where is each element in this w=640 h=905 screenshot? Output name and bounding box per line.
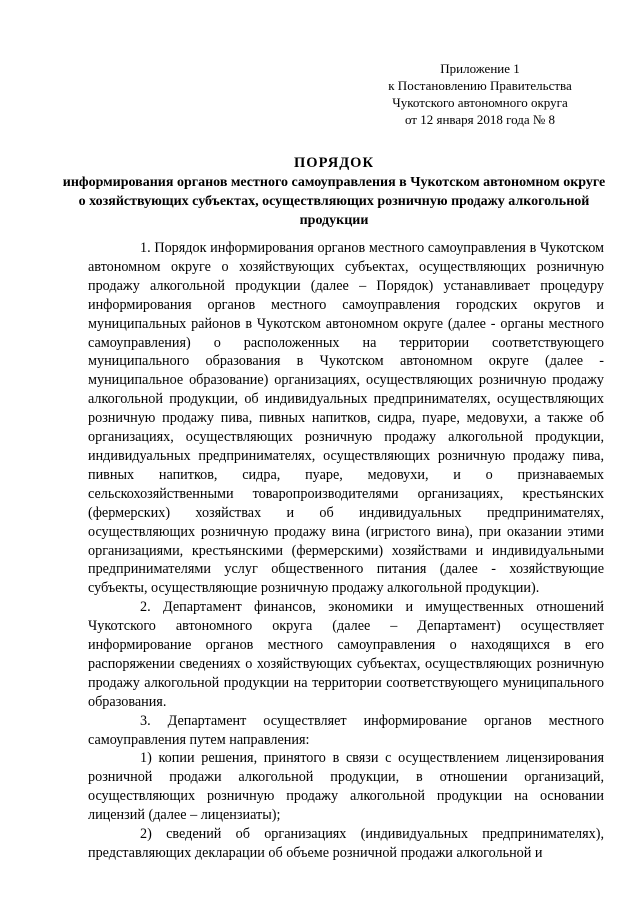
document-title: ПОРЯДОК: [294, 155, 374, 171]
appendix-resolution: к Постановлению Правительства: [388, 78, 572, 93]
appendix-date: от 12 января 2018 года № 8: [404, 112, 556, 127]
paragraph-2: 2. Департамент финансов, экономики и имущественных отношений Чукотского автономного округа (далее – Департамент) осуществляет информирование органов местного самоуправления о находящихся в его распоряжении сведениях о хозяйствующих субъектах, осуществляющих розничную продажу алкогольной продукции на территории соответствующего муниципального образования.: [88, 599, 604, 710]
document-body: [88, 239, 604, 863]
document-title-block: [60, 153, 608, 230]
paragraph-1: 1. Порядок информирования органов местного самоуправления в Чукотском автономном округе о хозяйствующих субъектах, осуществляющих розничную продажу алкогольной продукции (далее – Порядок) устанавливает процедуру информирования органов местного самоуправления городских округов и муниципальных районов в Чукотском автономном округе (далее - органы местного самоуправления) о расположенных на территории соответствующего муниципального образования в Чукотском автономном округе (далее - муниципальное образование) организациях, осуществляющих розничную продажу алкогольной продукции, об индивидуальных предпринимателях, осуществляющих розничную продажу пива, пивных напитков, сидра, пуаре, медовухи, а также об организациях, осуществляющих розничную продажу алкогольной продукции, индивидуальных предпринимателях, осуществляющих розничную продажу пива, пивных напитков, сидра, пуаре, медовухи, и о признаваемых сельскохозяйственными товаропроизводителями организациях, крестьянских (фермерских) хозяйствах и об индивидуальных предпринимателях, осуществляющих розничную продажу вина (игристого вина), при оказании этими организациями, крестьянскими (фермерскими) хозяйствами и индивидуальными предпринимателями услуг общественного питания (далее - хозяйствующие субъекты, осуществляющие розничную продажу алкогольной продукции).: [88, 240, 604, 597]
appendix-label: Приложение 1: [440, 61, 520, 76]
document-subtitle: информирования органов местного самоуправления в Чукотском автономном округе о хозяйствующих субъектах, осуществляющих розничную продажу алкогольной продукции: [62, 175, 606, 228]
paragraph-3-item-1: 1) копии решения, принятого в связи с осуществлением лицензирования розничной продажи алкогольной продукции, в отношении организаций, осуществляющих розничную продажу алкогольной продукции на основании лицензий (далее – лицензиаты);: [88, 750, 604, 824]
appendix-region: Чукотского автономного округа: [392, 95, 568, 110]
appendix-header: [370, 60, 590, 128]
paragraph-3-item-2: 2) сведений об организациях (индивидуальных предпринимателях), представляющих декларации об объеме розничной продажи алкогольной и: [88, 826, 604, 861]
paragraph-3: 3. Департамент осуществляет информирование органов местного самоуправления путем направления:: [88, 712, 604, 748]
